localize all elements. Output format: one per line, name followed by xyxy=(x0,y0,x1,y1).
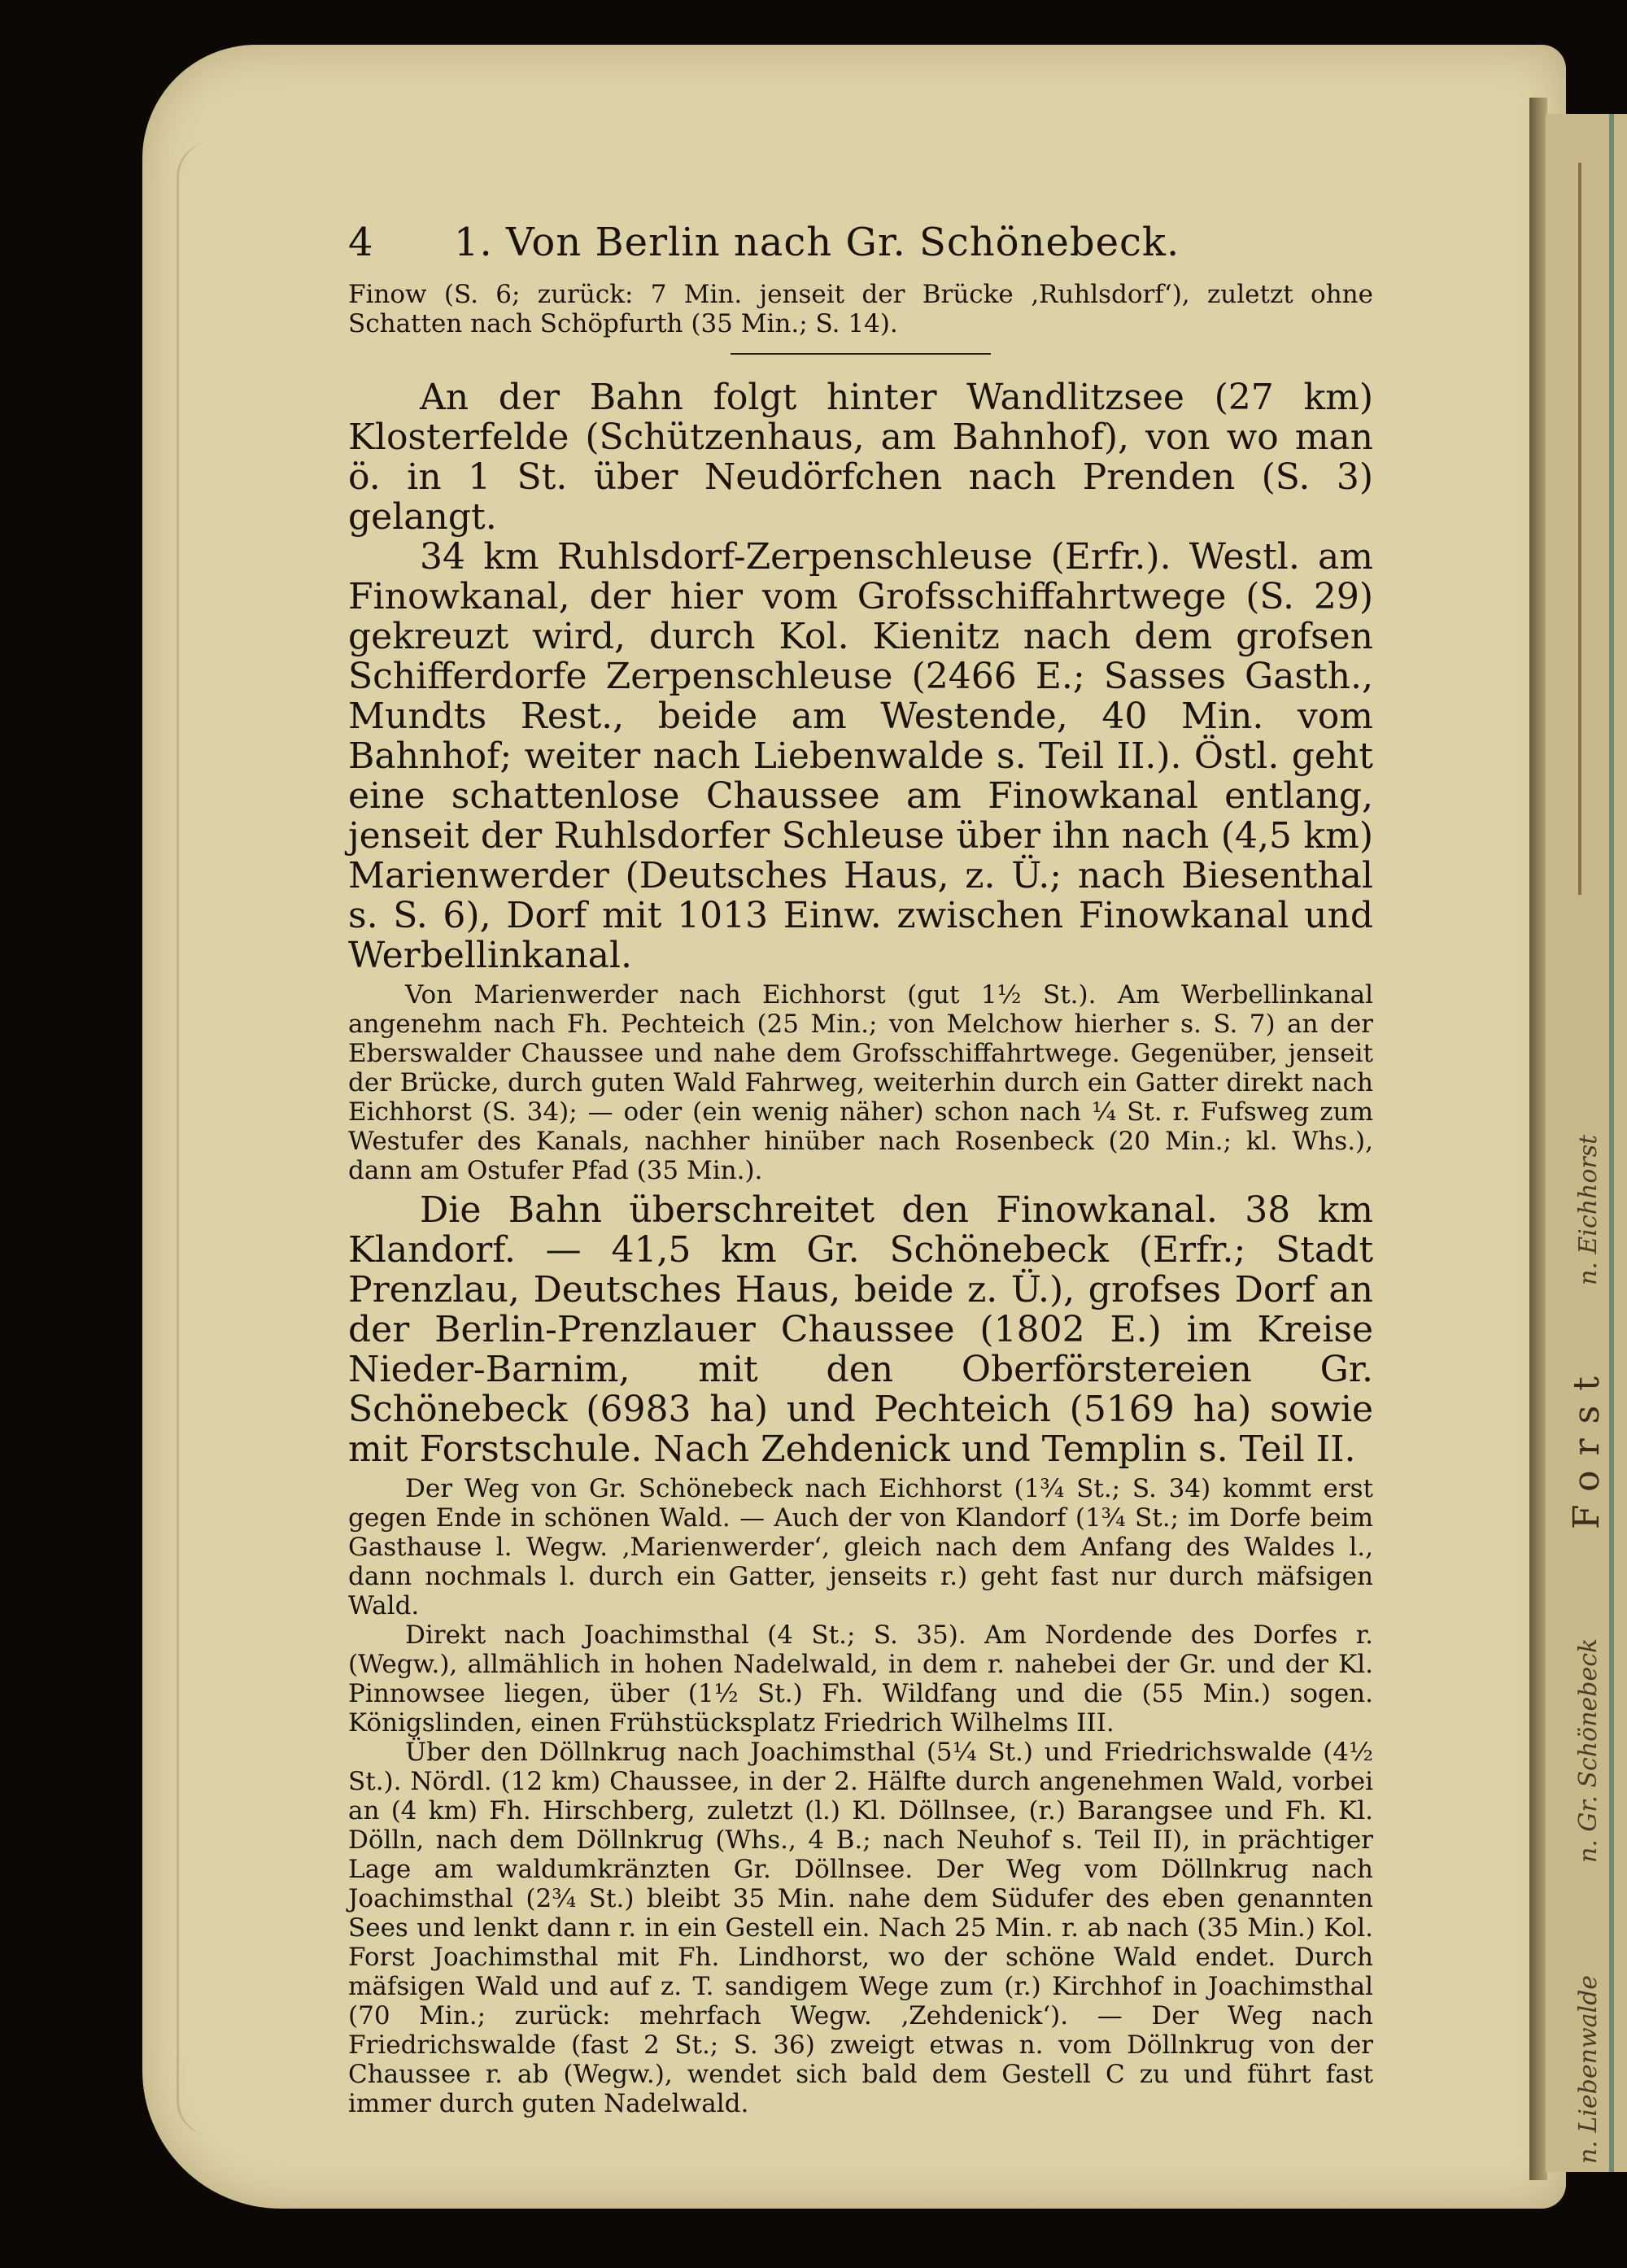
section-divider xyxy=(731,353,991,355)
page-content xyxy=(348,220,1373,2118)
paragraph-finow-return: Finow (S. 6; zurück: 7 Min. jenseit der Brücke ‚Ruhlsdorf‘), zuletzt ohne Schatten nach Schöpfurth (35 Min.; S. 14). xyxy=(348,280,1373,338)
paragraph-gr-schoenebeck: Die Bahn überschreitet den Finowkanal. 38 km Klandorf. — 41,5 km Gr. Schönebeck (Erfr.; Stadt Prenzlau, Deutsches Haus, beide z. Ü.), grofses Dorf an der Berlin-Prenzlauer Chaussee (1802 E.) im Kreise Nieder-Barnim, mit den Oberförstereien Gr. Schönebeck (6983 ha) und Pechteich (5169 ha) sowie mit Forstschule. Nach Zehdenick und Templin s. Teil II. xyxy=(348,1189,1373,1470)
map-label-gr-schoenebeck: n. Gr. Schönebeck xyxy=(1574,1638,1603,1863)
paragraph-weg-eichhorst: Der Weg von Gr. Schönebeck nach Eichhorst (1¾ St.; S. 34) kommt erst gegen Ende in schönen Wald. — Auch der von Klandorf (1¾ St.; im Dorfe beim Gasthause l. Wegw. ‚Marienwerder‘, gleich nach dem Anfang des Waldes l., dann nochmals l. durch ein Gatter, jenseits r.) geht fast nur durch mäfsigen Wald. xyxy=(348,1474,1373,1620)
running-header xyxy=(348,220,1373,265)
paragraph-marienwerder-eichhorst: Von Marienwerder nach Eichhorst (gut 1½ St.). Am Werbellinkanal angenehm nach Fh. Pechteich (25 Min.; von Melchow hierher s. S. 7) an der Eberswalder Chaussee und nahe dem Grofsschiffahrtwege. Gegenüber, jenseit der Brücke, durch guten Wald Fahrweg, weiterhin durch ein Gatter direkt nach Eichhorst (S. 34); — oder (ein wenig näher) schon nach ¼ St. r. Fufsweg zum Westufer des Kanals, nachher hinüber nach Rosenbeck (20 Min.; kl. Whs.), dann am Ostufer Pfad (35 Min.). xyxy=(348,980,1373,1185)
paragraph-klosterfelde: An der Bahn folgt hinter Wandlitzsee (27 km) Klosterfelde (Schützenhaus, am Bahnhof), von wo man ö. in 1 St. über Neudörfchen nach Prenden (S. 3) gelangt. xyxy=(348,377,1373,538)
map-road-line xyxy=(1578,163,1581,895)
map-fold xyxy=(1529,98,1547,2180)
chapter-title: 1. Von Berlin nach Gr. Schönebeck. xyxy=(454,220,1180,265)
map-border-line xyxy=(1609,114,1614,2172)
page-number: 4 xyxy=(348,220,374,265)
map-label-forst: Forst xyxy=(1566,1362,1607,1529)
map-label-eichhorst: n. Eichhorst xyxy=(1574,1134,1603,1285)
paragraph-doellnkrug: Über den Döllnkrug nach Joachimsthal (5¼ St.) und Friedrichswalde (4½ St.). Nördl. (12 km) Chaussee, in der 2. Hälfte durch angenehmen Wald, vorbei an (4 km) Fh. Hirschberg, zuletzt (l.) Kl. Döllnsee, (r.) Barangsee und Fh. Kl. Dölln, nach dem Döllnkrug (Whs., 4 B.; nach Neuhof s. Teil II), in prächtiger Lage am waldumkränzten Gr. Döllnsee. Der Weg vom Döllnkrug nach Joachimsthal (2¾ St.) bleibt 35 Min. nahe dem Südufer des eben genannten Sees und lenkt dann r. in ein Gestell ein. Nach 25 Min. r. ab nach (35 Min.) Kol. Forst Joachimsthal mit Fh. Lindhorst, wo der schöne Wald endet. Durch mäfsigen Wald und auf z. T. sandigem Wege zum (r.) Kirchhof in Joachimsthal (70 Min.; zurück: mehrfach Wegw. ‚Zehdenick‘). — Der Weg nach Friedrichswalde (fast 2 St.; S. 36) zweigt etwas n. vom Döllnkrug von der Chaussee r. ab (Wegw.), wendet sich bald dem Gestell C zu und führt fast immer durch guten Nadelwald. xyxy=(348,1738,1373,2118)
paragraph-ruhlsdorf-zerpenschleuse: 34 km Ruhlsdorf-Zerpenschleuse (Erfr.). Westl. am Finowkanal, der hier vom Grofsschiffahrtwege (S. 29) gekreuzt wird, durch Kol. Kienitz nach dem grofsen Schifferdorfe Zerpenschleuse (2466 E.; Sasses Gasth., Mundts Rest., beide am Westende, 40 Min. vom Bahnhof; weiter nach Liebenwalde s. Teil II.). Östl. geht eine schattenlose Chaussee am Finowkanal entlang, jenseit der Ruhlsdorfer Schleuse über ihn nach (4,5 km) Marienwerder (Deutsches Haus, z. Ü.; nach Biesenthal s. S. 6), Dorf mit 1013 Einw. zwischen Finowkanal und Werbellinkanal. xyxy=(348,536,1373,976)
paragraph-direkt-joachimsthal: Direkt nach Joachimsthal (4 St.; S. 35). Am Nordende des Dorfes r. (Wegw.), allmählich in hohen Nadelwald, in dem r. nahebei der Gr. und der Kl. Pinnowsee liegen, über (1½ St.) Fh. Wildfang und die (55 Min.) sogen. Königslinden, einen Frühstücksplatz Friedrich Wilhelms III. xyxy=(348,1620,1373,1738)
map-label-liebenwalde: n. Liebenwalde xyxy=(1574,1974,1603,2164)
page-edge-shadow xyxy=(177,142,212,2135)
